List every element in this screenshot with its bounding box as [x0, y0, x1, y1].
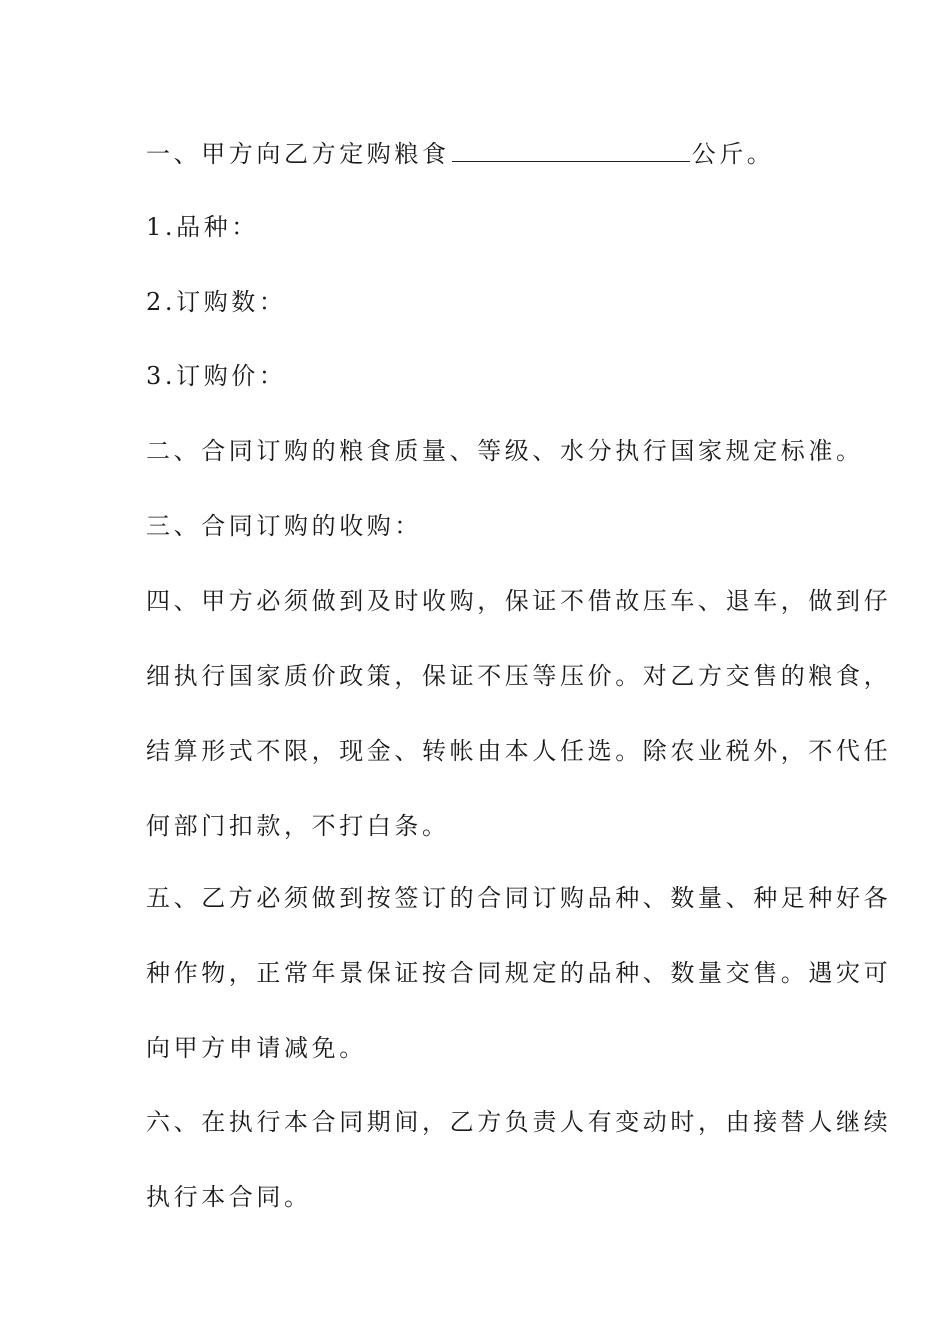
- clause-5-line-3: 向甲方申请减免。: [146, 1034, 367, 1062]
- item-price: 3.订购价：: [146, 362, 287, 390]
- item-variety: 1.品种：: [146, 213, 259, 241]
- clause-4-line-4: 何部门扣款，不打白条。: [146, 812, 450, 840]
- clause-3: 三、合同订购的收购：: [146, 512, 422, 540]
- clause-1-unit: 公斤。: [691, 140, 775, 168]
- clause-5-line-1: 五、乙方必须做到按签订的合同订购品种、数量、种足种好各: [146, 884, 892, 912]
- clause-2: 二、合同订购的粮食质量、等级、水分执行国家规定标准。: [146, 437, 864, 465]
- clause-1: [146, 138, 826, 170]
- item-quantity: 2.订购数：: [146, 288, 287, 316]
- clause-4-line-3: 结算形式不限，现金、转帐由本人任选。除农业税外，不代任: [146, 737, 892, 765]
- clause-4-line-2: 细执行国家质价政策，保证不压等压价。对乙方交售的粮食，: [146, 662, 892, 690]
- clause-5-line-2: 种作物，正常年景保证按合同规定的品种、数量交售。遇灾可: [146, 959, 892, 987]
- clause-6-line-1: 六、在执行本合同期间，乙方负责人有变动时，由接替人继续: [146, 1108, 892, 1136]
- quantity-blank: [452, 139, 690, 162]
- clause-6-line-2: 执行本合同。: [146, 1183, 312, 1211]
- clause-4-line-1: 四、甲方必须做到及时收购，保证不借故压车、退车，做到仔: [146, 587, 892, 615]
- clause-1-text: 一、甲方向乙方定购粮食: [146, 140, 450, 168]
